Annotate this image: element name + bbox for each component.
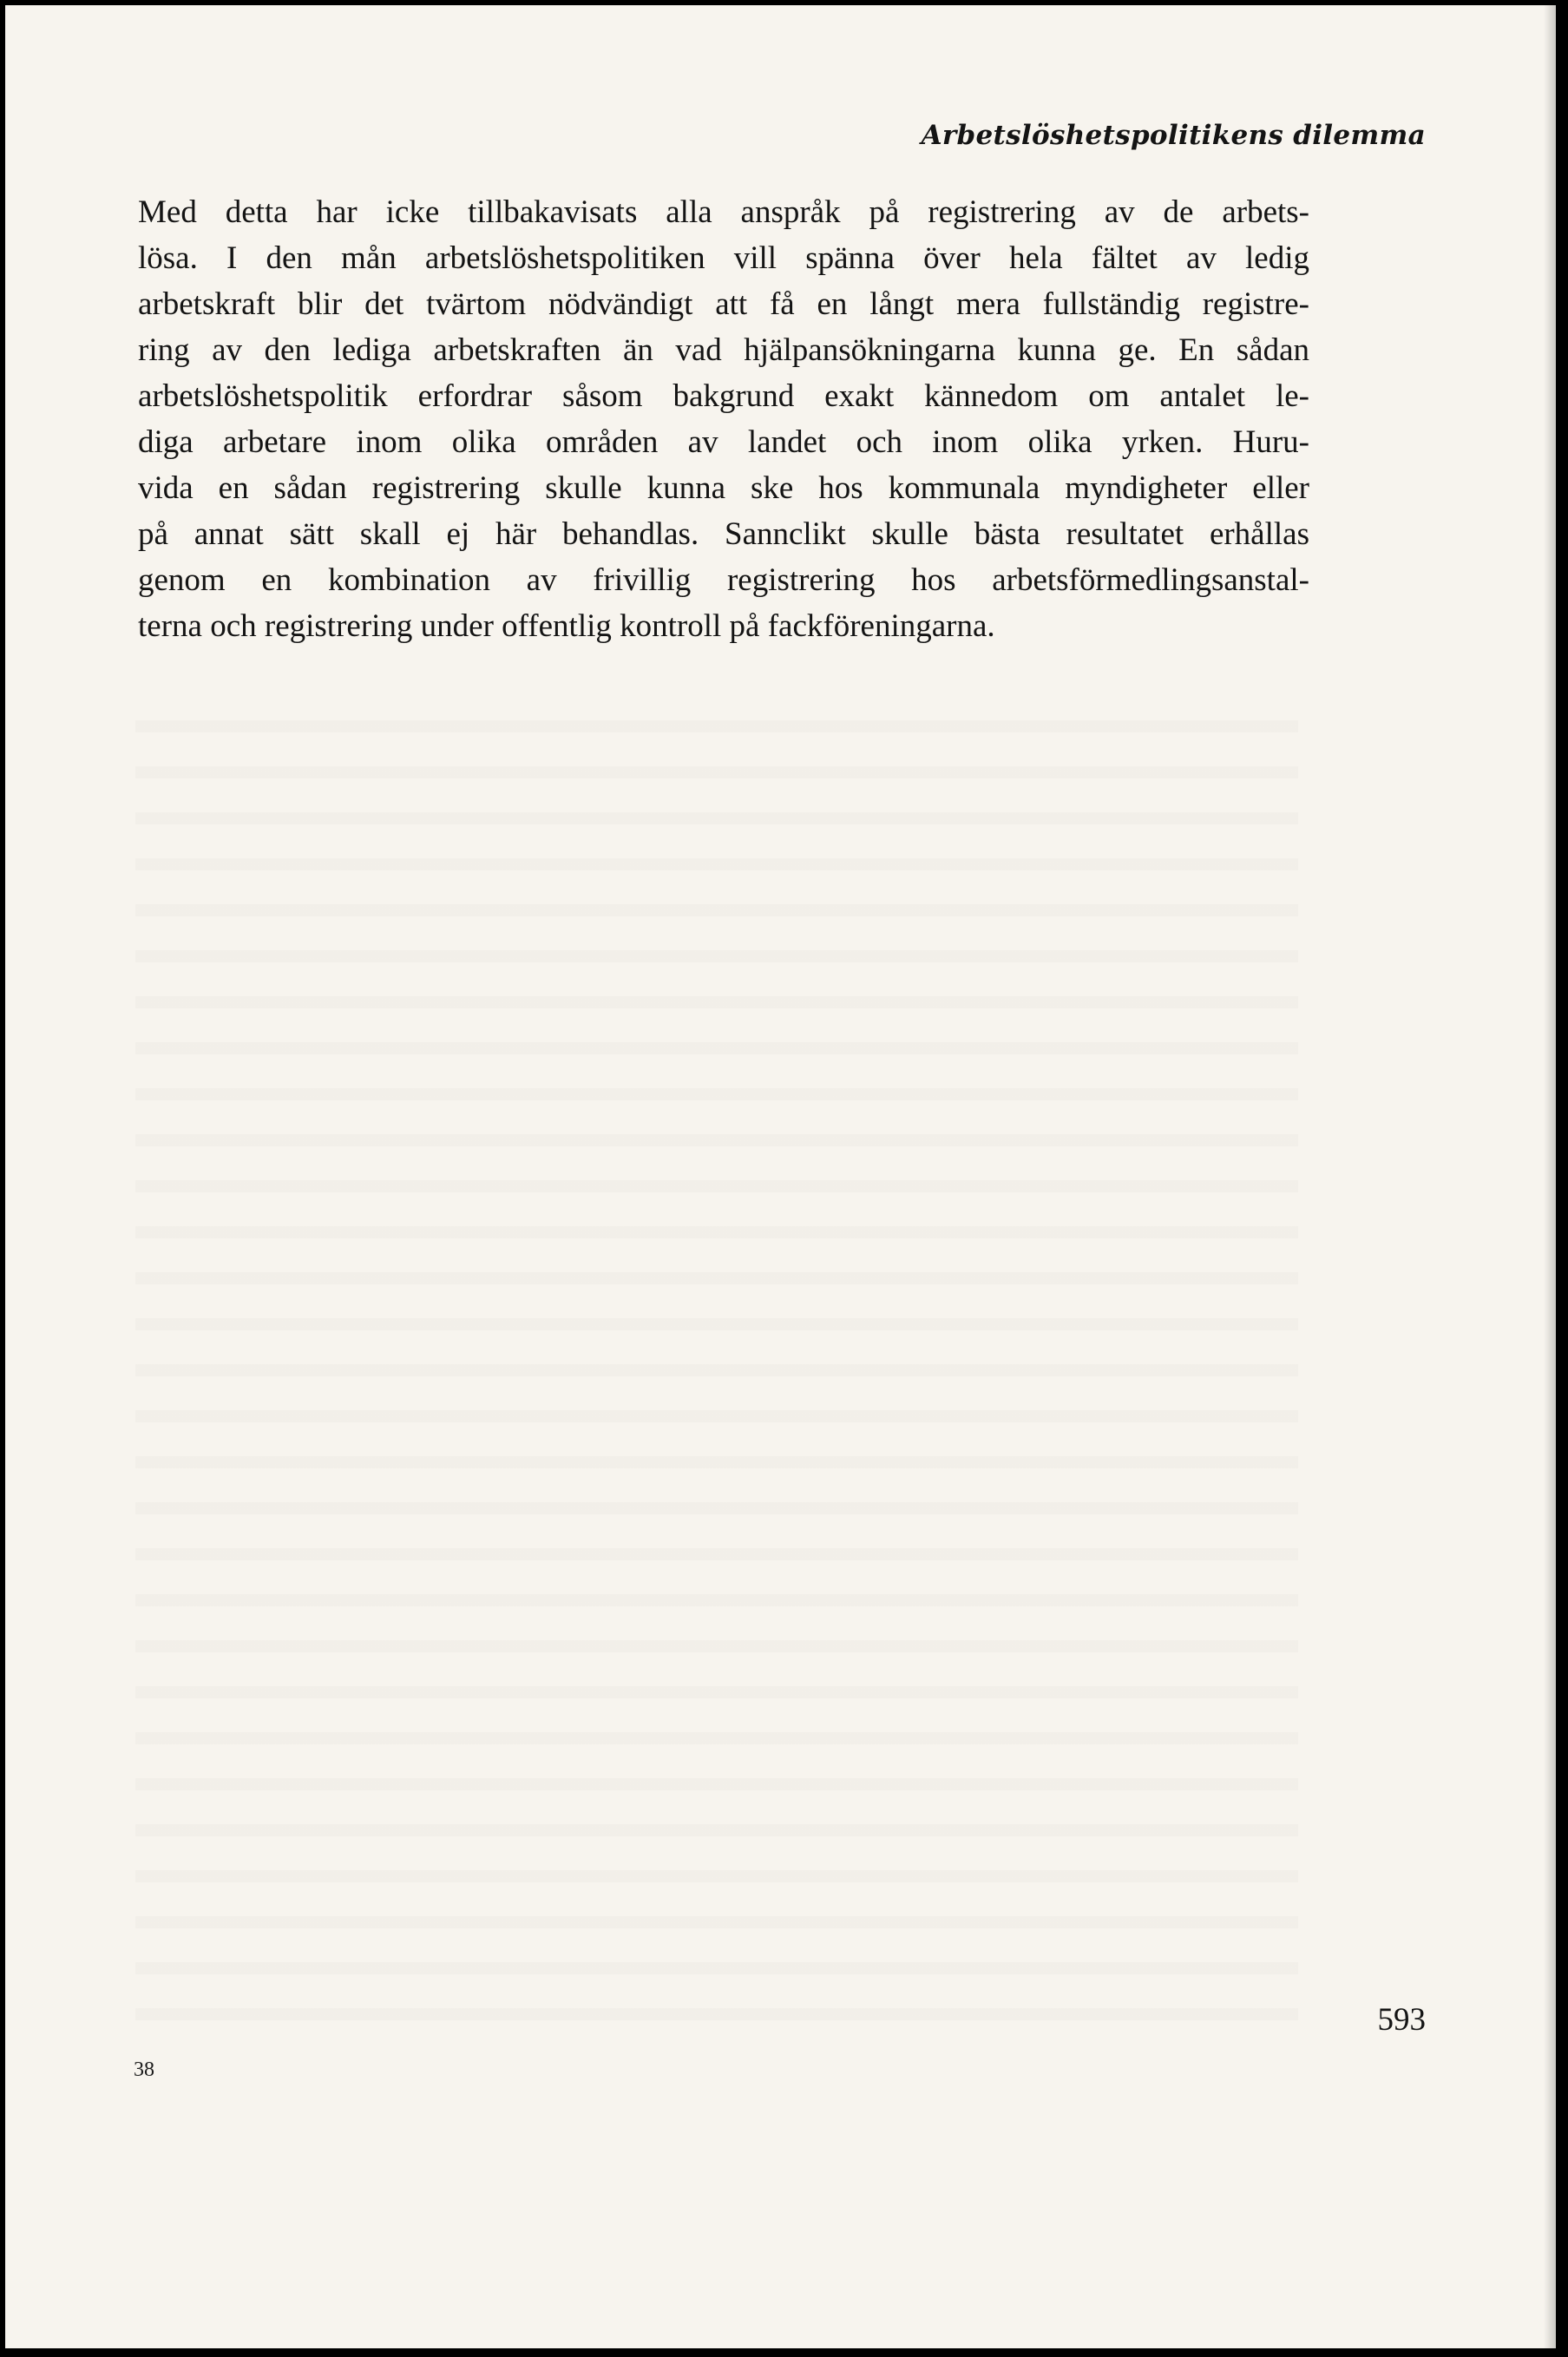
paragraph-line: arbetslöshetspolitik erfordrar såsom bakgrund exakt kännedom om antalet le- [138, 378, 1309, 414]
paragraph-line: diga arbetare inom olika områden av landet och inom olika yrken. Huru- [138, 424, 1309, 460]
signature-mark: 38 [134, 2058, 154, 2081]
paragraph-line: på annat sätt skall ej här behandlas. Sannclikt skulle bästa resultatet erhållas [138, 516, 1309, 552]
show-through-bleed [135, 691, 1298, 2036]
paragraph-line: lösa. I den mån arbetslöshetspolitiken vill spänna över hela fältet av ledig [138, 240, 1309, 276]
paragraph-line: terna och registrering under offentlig kontroll på fackföreningarna. [138, 608, 995, 644]
page-edge-shadow [1544, 5, 1556, 2348]
paragraph-line: genom en kombination av frivillig registrering hos arbetsförmedlingsanstal- [138, 562, 1309, 598]
paragraph-line: arbetskraft blir det tvärtom nödvändigt att få en långt mera fullständig registre- [138, 286, 1309, 322]
running-head: Arbetslöshetspolitikens dilemma [921, 120, 1426, 151]
paragraph-line: ring av den lediga arbetskraften än vad hjälpansökningarna kunna ge. En sådan [138, 332, 1309, 368]
paragraph-line: Med detta har icke tillbakavisats alla anspråk på registrering av de arbets- [138, 194, 1309, 230]
paragraph-line: vida en sådan registrering skulle kunna ske hos kommunala myndigheter eller [138, 470, 1309, 506]
body-paragraph [138, 189, 1309, 649]
document-page [5, 5, 1556, 2348]
page-number: 593 [1377, 2002, 1426, 2038]
